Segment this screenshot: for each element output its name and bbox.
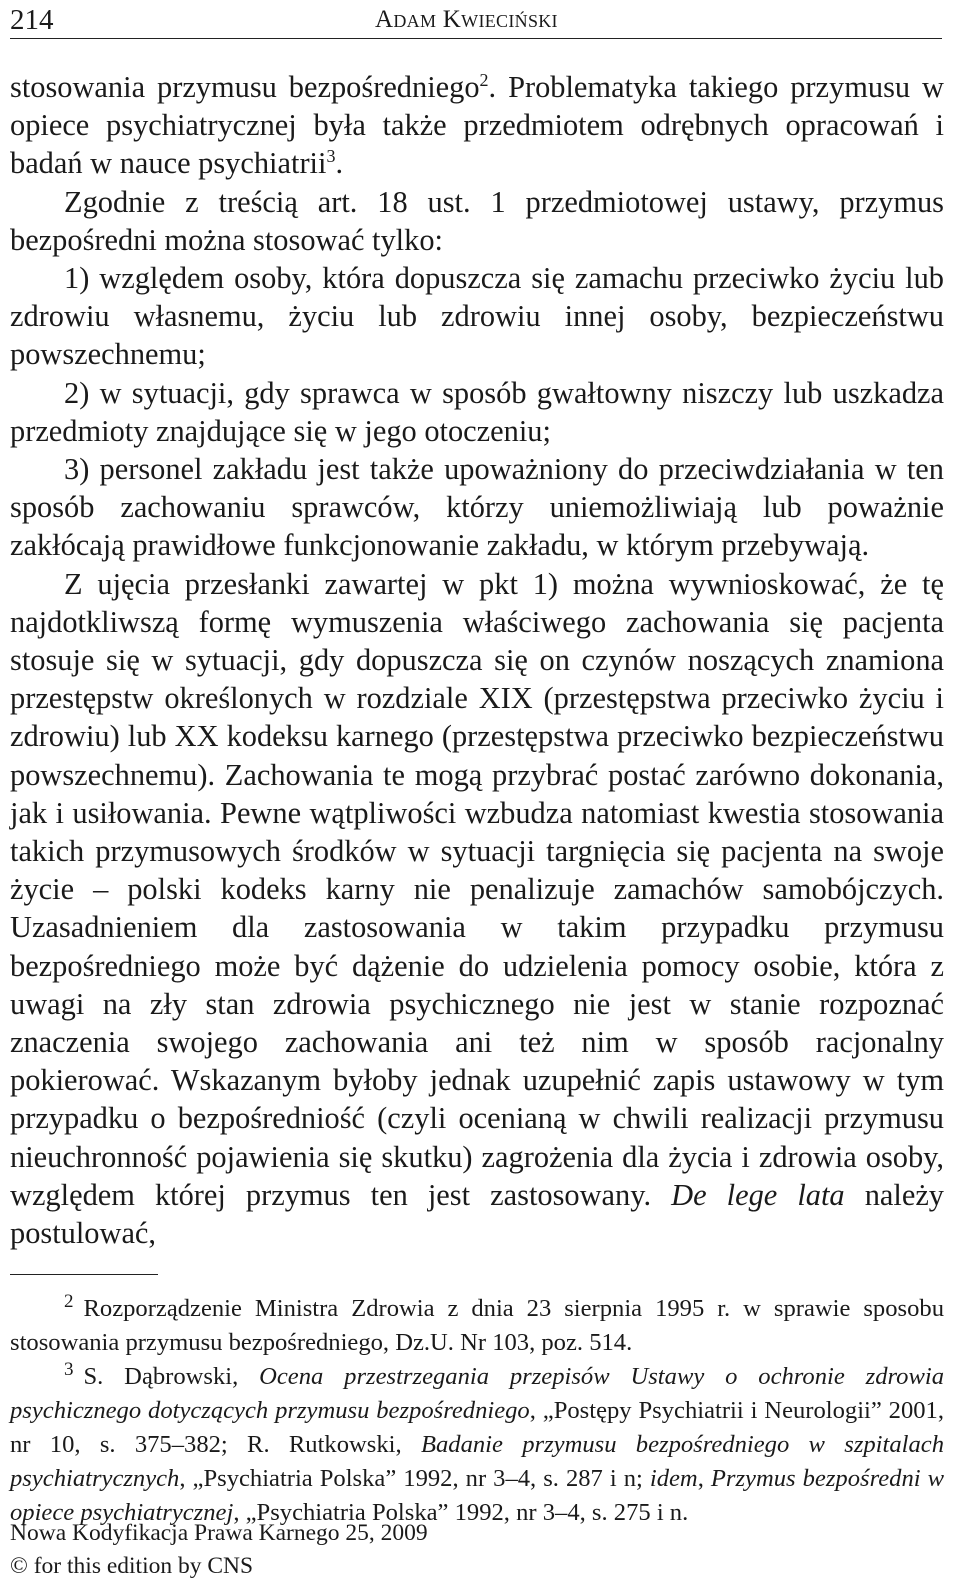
text-span: Z ujęcia przesłanki zawartej w pkt 1) można wywnioskować, że tę najdotkliwszą formę wymuszenia właściwego zachowania się pacjenta stosuje się w sytuacji, gdy dopuszcza się on czynów noszących znamiona przestępstw określonych w rozdziale XIX (przestępstwa przeciwko życiu i zdrowiu) lub XX kodeksu karnego (przestępstwa przeciwko bezpieczeństwu powszechnemu). Zachowania te mogą przybrać postać zarówno dokonania, jak i usiłowania. Pewne wątpliwości wzbudza natomiast kwestia stosowania takich przymusowych środków w sytuacji targnięcia się pacjenta na swoje życie – polski kodeks karny nie penalizuje zamachów samobójczych. Uzasadnieniem dla zastosowania w takim przypadku przymusu bezpośredniego może być dążenie do udzielenia pomocy osobie, która z uwagi na zły stan zdrowia psychicznego nie jest w stanie rozpoznać znaczenia swojego zachowania ani też nim w sposób racjonalny pokierować. Wskazanym byłoby jednak uzupełnić zapis ustawowy w tym przypadku o bezpośredniość (czyli ocenianą w chwili realizacji przymusu nieuchronność pojawienia się skutku) zagrożenia dla życia i zdrowia osoby, względem której przymus ten jest zastosowany. — [10, 566, 944, 1212]
text-span: , „Psychiatria Polska” 1992, nr 3–4, s. 275 i n. — [233, 1499, 689, 1526]
footnote-ref-3: 3 — [326, 146, 336, 167]
work-title: Badanie przymusu bezpośredniego w szpitalach psychiatrycznych — [10, 1431, 944, 1492]
text-span: . Problematyka takiego przymusu w opiece psychiatrycznej była także przedmiotem odrębnych opracowań i badań w nauce psychiatrii — [10, 70, 944, 181]
paragraph-analysis — [10, 565, 944, 1253]
main-text — [10, 68, 944, 1252]
text-span: stosowania przymusu bezpośredniego — [10, 70, 480, 104]
running-head-author: Adam Kwieciński — [375, 6, 558, 33]
list-item-3: 3) personel zakładu jest także upoważniony do przeciwdziałania w ten sposób zachowaniu sprawców, którzy uniemożliwiają lub poważnie zakłócają prawidłowe funkcjonowanie zakładu, w którym przebywają. — [10, 452, 944, 563]
text-span: S. Dąbrowski, — [83, 1363, 260, 1390]
text-span: , „Postępy Psychiatrii i Neurologii” 2001, nr 10, s. 375–382; R. Rutkowski, — [10, 1397, 945, 1458]
copyright-line: © for this edition by CNS — [10, 1553, 254, 1579]
footnote-2 — [10, 1292, 944, 1360]
page-number: 214 — [10, 4, 54, 36]
footnote-number: 3 — [64, 1358, 74, 1380]
text-span: należy postulować, — [10, 1177, 945, 1251]
edition-notice — [10, 1517, 428, 1583]
latin-phrase: De lege lata — [671, 1177, 845, 1212]
list-item-1: 1) względem osoby, która dopuszcza się zamachu przeciwko życiu lub zdrowiu własnemu, życiu lub zdrowiu innej osoby, bezpieczeństwu powszechnemu; — [10, 261, 944, 372]
paragraph-1 — [10, 68, 944, 183]
work-title: Ocena przestrzegania przepisów Ustawy o ochronie zdrowia psychicznego dotyczących przymusu bezpośredniego — [10, 1363, 944, 1424]
text-span: , — [697, 1465, 711, 1492]
page-header — [10, 0, 942, 39]
text-span: , „Psychiatria Polska” 1992, nr 3–4, s. 287 i n; — [179, 1465, 650, 1492]
text-span: . — [335, 146, 344, 181]
paragraph-2: Zgodnie z treścią art. 18 ust. 1 przedmiotowej ustawy, przymus bezpośredni można stosować tylko: — [10, 184, 944, 257]
work-title: Przymus bezpośredni w opiece psychiatrycznej — [10, 1465, 945, 1526]
idem: idem — [649, 1465, 698, 1492]
footnote-number: 2 — [64, 1290, 74, 1312]
footnotes — [10, 1292, 944, 1530]
list-item-2: 2) w sytuacji, gdy sprawca w sposób gwałtowny niszczy lub uszkadza przedmioty znajdujące się w jego otoczeniu; — [10, 375, 944, 448]
journal-line: Nowa Kodyfikacja Prawa Karnego 25, 2009 — [10, 1520, 428, 1546]
footnote-3 — [10, 1360, 944, 1530]
footnote-ref-2: 2 — [479, 69, 489, 90]
footnote-text: Rozporządzenie Ministra Zdrowia z dnia 23 sierpnia 1995 r. w sprawie sposobu stosowania przymusu bezpośredniego, Dz.U. Nr 103, poz. 514. — [10, 1295, 944, 1356]
footnote-separator — [10, 1274, 158, 1275]
